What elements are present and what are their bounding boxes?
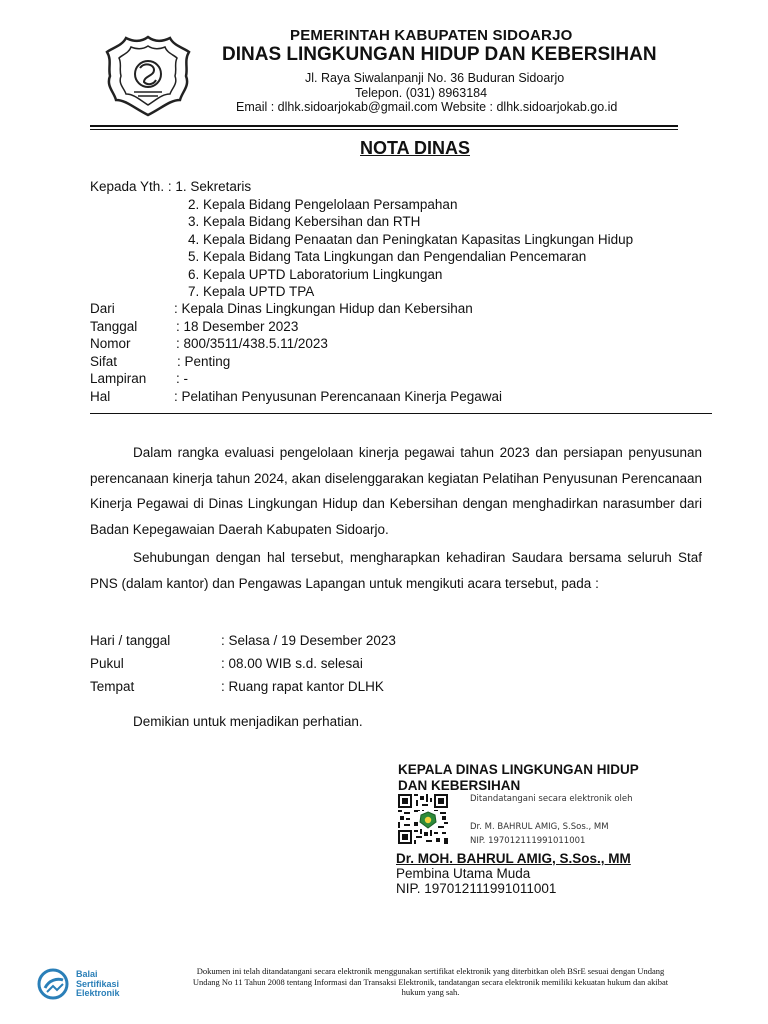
- document-title: NOTA DINAS: [360, 138, 470, 158]
- bsre-line: Elektronik: [76, 988, 120, 998]
- header-divider-thin: [90, 129, 678, 130]
- schedule-label: Tempat: [90, 679, 135, 694]
- to-label: Kepada Yth.: [90, 179, 165, 194]
- field-value: : Pelatihan Penyusunan Perencanaan Kinerja Pegawai: [174, 388, 502, 404]
- schedule-value: : Ruang rapat kantor DLHK: [221, 679, 384, 694]
- field-attachment: [90, 370, 502, 388]
- recipient-row: [90, 283, 633, 301]
- esign-note: Ditandatangani secara elektronik oleh: [470, 794, 633, 804]
- bsre-logo-icon: [37, 968, 71, 1000]
- schedule-label: Hari / tanggal: [90, 633, 171, 648]
- schedule-label: Pukul: [90, 656, 124, 671]
- field-number: [90, 335, 502, 353]
- recipient-item: 2. Kepala Bidang Pengelolaan Persampahan: [188, 196, 458, 212]
- bsre-label: [76, 970, 120, 999]
- header-government: PEMERINTAH KABUPATEN SIDOARJO: [290, 27, 573, 44]
- recipient-item: 5. Kepala Bidang Tata Lingkungan dan Pengendalian Pencemaran: [188, 249, 587, 264]
- header-agency: DINAS LINGKUNGAN HIDUP DAN KEBERSIHAN: [222, 44, 657, 65]
- recipient-item: 3. Kepala Bidang Kebersihan dan RTH: [188, 214, 421, 229]
- schedule-value: : 08.00 WIB s.d. selesai: [221, 656, 363, 671]
- signatory-nip: NIP. 197012111991011001: [396, 881, 557, 896]
- bsre-line: Sertifikasi: [76, 978, 120, 989]
- schedule-block: [90, 629, 396, 698]
- signatory-rank: Pembina Utama Muda: [396, 866, 531, 881]
- recipient-row: [90, 213, 633, 231]
- schedule-value: : Selasa / 19 Desember 2023: [221, 633, 396, 648]
- bsre-line: Balai: [76, 969, 98, 979]
- body-paragraph-1: [90, 440, 702, 542]
- field-label: Dari: [90, 301, 115, 316]
- field-value: : -: [176, 371, 188, 386]
- memo-fields: [90, 300, 502, 405]
- recipients-block: [90, 178, 633, 301]
- meta-divider: [90, 413, 712, 414]
- header-address: Jl. Raya Siwalanpanji No. 36 Buduran Sidoarjo: [305, 71, 565, 85]
- recipient-row: [90, 266, 633, 284]
- schedule-row: [90, 675, 396, 698]
- role-line: DAN KEBERSIHAN: [398, 777, 521, 793]
- schedule-row: [90, 652, 396, 675]
- paragraph-text: Sehubungan dengan hal tersebut, mengharapkan kehadiran Saudara bersama seluruh Staf PNS (dalam kantor) dan Pengawas Lapangan untuk mengikuti acara tersebut, pada :: [90, 550, 702, 591]
- footer-line: Dokumen ini telah ditandatangani secara elektronik menggunakan sertifikat elektronik yang diterbitkan oleh BSrE sesuai dengan Undang: [196, 966, 665, 976]
- field-value: : 18 Desember 2023: [176, 318, 299, 334]
- field-value: : Penting: [177, 353, 231, 369]
- recipient-item: 7. Kepala UPTD TPA: [188, 284, 315, 299]
- esign-name: Dr. M. BAHRUL AMIG, S.Sos., MM: [470, 822, 609, 832]
- header-phone: Telepon. (031) 8963184: [355, 86, 488, 100]
- closing-text: Demikian untuk menjadikan perhatian.: [133, 714, 363, 729]
- field-nature: [90, 353, 502, 371]
- field-from: [90, 300, 502, 318]
- field-value: : Kepala Dinas Lingkungan Hidup dan Kebersihan: [174, 301, 473, 316]
- header-divider-thick: [90, 125, 678, 127]
- recipient-row: [90, 231, 633, 249]
- role-line: KEPALA DINAS LINGKUNGAN HIDUP: [398, 762, 639, 777]
- header-contact: Email : dlhk.sidoarjokab@gmail.com Website : dlhk.sidoarjokab.go.id: [236, 100, 618, 114]
- field-date: [90, 318, 502, 336]
- signatory-role: [398, 762, 688, 793]
- paragraph-text: Dalam rangka evaluasi pengelolaan kinerja pegawai tahun 2023 dan persiapan penyusunan perencanaan kinerja tahun 2024, akan diselenggarakan kegiatan Pelatihan Penyusunan Perencanaan Kinerja Pegawai di Dinas Lingkungan Hidup dan Kebersihan dengan menghadirkan narasumber dari Badan Kepegawaian Daerah Kabupaten Sidoarjo.: [90, 445, 702, 537]
- field-label: Hal: [90, 388, 111, 404]
- recipient-item: 1. Sekretaris: [175, 179, 252, 194]
- field-label: Nomor: [90, 336, 131, 351]
- recipient-item: 6. Kepala UPTD Laboratorium Lingkungan: [188, 266, 443, 282]
- schedule-row: [90, 629, 396, 652]
- esign-nip: NIP. 197012111991011001: [470, 836, 586, 846]
- recipient-row: Kepada Yth. : 1. Sekretaris: [90, 179, 252, 194]
- signatory-name: Dr. MOH. BAHRUL AMIG, S.Sos., MM: [396, 851, 631, 866]
- field-value: : 800/3511/438.5.11/2023: [176, 336, 328, 351]
- footer-legal-note: [158, 966, 703, 998]
- body-paragraph-2: [90, 545, 702, 596]
- field-subject: [90, 388, 502, 406]
- field-label: Sifat: [90, 353, 118, 369]
- esign-seal-icon: [418, 811, 438, 829]
- field-label: Tanggal: [90, 318, 138, 334]
- recipient-item: 4. Kepala Bidang Penaatan dan Peningkatan Kapasitas Lingkungan Hidup: [188, 231, 634, 247]
- recipient-row: [90, 196, 633, 214]
- logo-crest-icon: [104, 34, 192, 118]
- recipient-row: [90, 248, 633, 266]
- field-label: Lampiran: [90, 371, 147, 386]
- footer-line: Undang No 11 Tahun 2008 tentang Informasi dan Transaksi Elektronik, tandatangan secara elektronik memiliki kekuatan hukum dan akibat: [192, 976, 669, 987]
- footer-line: hukum yang sah.: [401, 987, 460, 997]
